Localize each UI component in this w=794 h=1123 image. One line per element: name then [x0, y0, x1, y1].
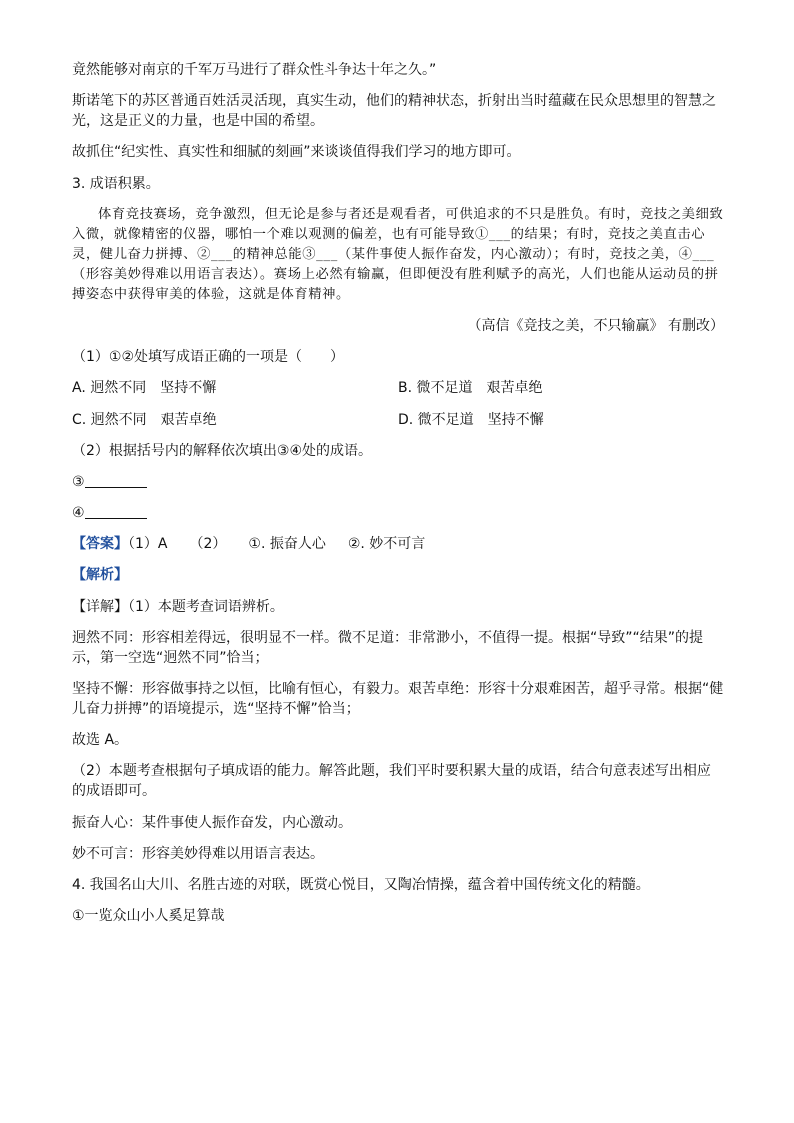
detail-line: 【详解】（1）本题考查词语辨析。: [72, 598, 284, 615]
answer-part-1: （1）A: [128, 536, 168, 553]
options-grid: [72, 378, 724, 429]
question-4: 4. 我国名山大川、名胜古迹的对联，既赏心悦目，又陶冶情操，蕴含着中国传统文化的精髓。: [72, 876, 650, 893]
option-b: B. 微不足道 艰苦卓绝: [398, 380, 543, 397]
question-1: （1）①②处填写成语正确的一项是（ ）: [72, 349, 345, 366]
text-line: 竟然能够对南京的千军万马进行了群众性斗争达十年之久。”: [72, 62, 437, 78]
blank-4: [72, 503, 724, 523]
answer-line: [72, 534, 724, 554]
passage-source: （高信《竞技之美，不只输赢》 有删改）: [467, 317, 724, 334]
option-d: D. 微不足道 坚持不懈: [398, 411, 544, 428]
detail-line: 妙不可言：形容美妙得难以用语言表达。: [72, 845, 324, 862]
detail-line: （2）本题考查根据句子填成语的能力。解答此题，我们平时要积累大量的成语，结合句意表述写出相应的成语即可。: [72, 763, 711, 800]
answer-part-2: （2）: [189, 536, 227, 553]
answer-item-1: ①. 振奋人心: [248, 536, 326, 553]
document-page: [72, 60, 724, 937]
analysis-label: 【解析】: [72, 567, 128, 584]
option-c: C. 迥然不同 艰苦卓绝: [72, 411, 217, 428]
blank-3-line: [85, 473, 147, 488]
detail-line: 迥然不同：形容相差得远，很明显不一样。微不足道：非常渺小，不值得一提。根据“导致”“结果”的提示，第一空选“迥然不同”恰当；: [72, 629, 704, 666]
question-2: （2）根据括号内的解释依次填出③④处的成语。: [72, 442, 373, 459]
passage-text: 体育竞技赛场，竞争激烈，但无论是参与者还是观看者，可供追求的不只是胜负。有时，竞技之美细致入微，就像精密的仪器，哪怕一个难以观测的偏差，也有可能导致①___的结果；有时，竞技之美直击心灵，健儿奋力拼搏、②___的精神总能③___（某件事使人振作奋发，内心激动）；有时，竞技之美，④___（形容美妙得难以用语言表达）。赛场上必然有输赢，但即便没有胜利赋予的高光，人们也能从运动员的拼搏姿态中获得审美的体验，这就是体育精神。: [72, 206, 724, 302]
detail-line: 故选 A。: [72, 732, 129, 749]
detail-line: 坚持不懈：形容做事持之以恒，比喻有恒心，有毅力。艰苦卓绝：形容十分艰难困苦，超乎寻常。根据“健儿奋力拼搏”的语境提示，选“坚持不懈”恰当；: [72, 681, 724, 717]
detail-line: 振奋人心：某件事使人振作奋发，内心激动。: [72, 814, 352, 831]
answer-item-2: ②. 妙不可言: [347, 536, 426, 553]
answer-label: 【答案】: [72, 536, 128, 553]
reading-passage: [72, 205, 724, 305]
blank-4-label: ④: [72, 505, 85, 522]
blank-4-line: [85, 504, 147, 519]
blank-3-label: ③: [72, 473, 85, 490]
option-a: A. 迥然不同 坚持不懈: [72, 380, 217, 397]
question-heading: 3. 成语积累。: [72, 175, 160, 192]
text-line: 故抓住“纪实性、真实性和细腻的刻画”来谈谈值得我们学习的地方即可。: [72, 144, 521, 161]
text-line: 斯诺笔下的苏区普通百姓活灵活现，真实生动，他们的精神状态，折射出当时蕴藏在民众思想里的智慧之光，这是正义的力量，也是中国的希望。: [72, 93, 716, 130]
couplet-line: ①一览众山小人奚足算哉: [72, 908, 225, 925]
blank-3: [72, 472, 724, 492]
